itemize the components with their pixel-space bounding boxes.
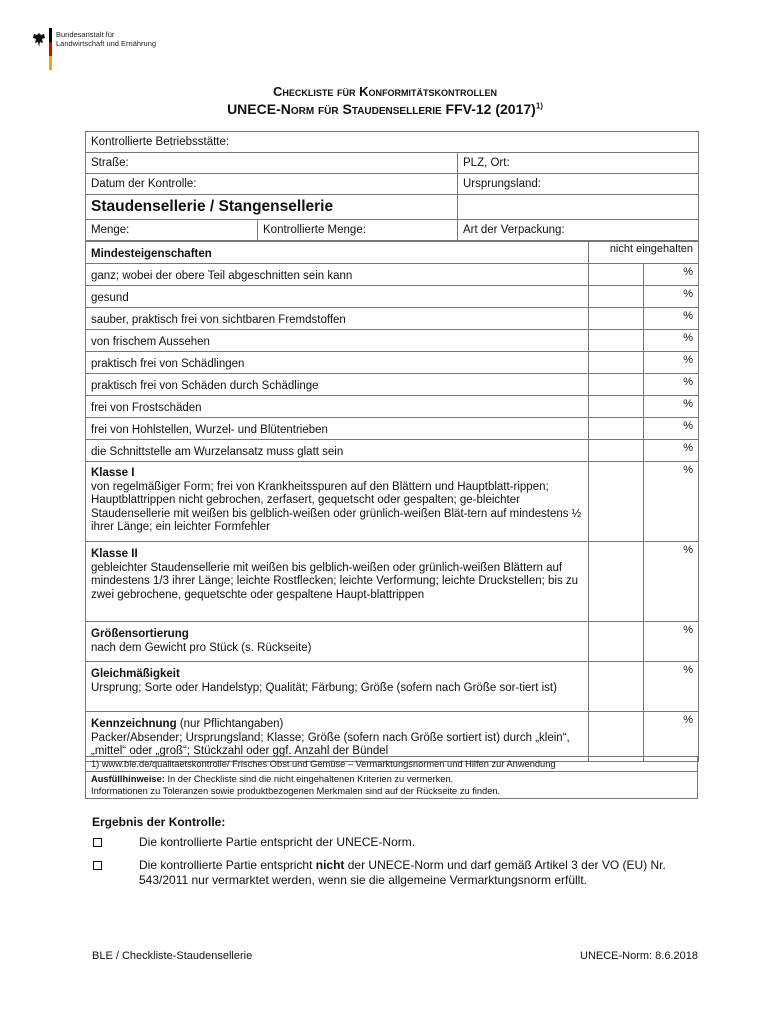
footnote-link[interactable]: 1) www.ble.de/qualitaetskontrolle/ Frisches Obst und Gemüse – Vermarktungsnormen und Hilfen zur Anwendung [86,757,698,772]
footer-left: BLE / Checkliste-Staudensellerie [92,950,253,962]
klasse-1-text: von regelmäßiger Form; frei von Krankheitsspuren auf den Blättern und Hauptblatt-rippen; Hauptblattrippen nicht gebrochen, zerfasert, gequetscht oder gespalten; ge-bleichter Staudensellerie mit weißen bis gelblich-weißen oder grünlich-weißen Blät-tern auf mindestens ½ ihrer Länge; ein leichter Formfehler [91,480,582,533]
check-cell[interactable] [589,622,644,662]
hint-text-2: Informationen zu Toleranzen sowie produktbezogenen Merkmalen sind auf der Rückseite zu finden. [91,786,501,796]
percent-cell[interactable]: % [644,662,699,712]
check-cell[interactable] [589,374,644,396]
klasse-1-block [86,462,589,542]
criterion-sauber: sauber, praktisch frei von sichtbaren Fremdstoffen [86,308,589,330]
option-nonconform-text-a: Die kontrollierte Partie entspricht [139,858,316,872]
gleichmaessigkeit-title: Gleichmäßigkeit [91,668,180,680]
field-betriebsstaette[interactable]: Kontrollierte Betriebsstätte: [86,132,699,153]
mindesteigenschaften-heading: Mindesteigenschaften [86,242,589,264]
field-art-verpackung[interactable]: Art der Verpackung: [458,220,699,241]
option-conform[interactable] [92,835,702,850]
option-nonconform-nicht: nicht [315,858,345,872]
kennzeichnung-text: Packer/Absender; Ursprungsland; Klasse; Größe (sofern nach Größe sortiert ist) durch „klein“, „mittel“ oder „groß“; Stückzahl oder ggf. Anzahl der Bündel [91,731,570,757]
criterion-frost: frei von Frostschäden [86,396,589,418]
percent-cell[interactable]: % [644,374,699,396]
klasse-2-text: gebleichter Staudensellerie mit weißen bis gelblich-weißen oder grünlich-weißen Blättern auf mindestens 1/3 ihrer Länge; leichte Rostflecken; leichte Verformung; leichte Druckstellen; bis zu zwei gebrochene, gequetschte oder gespaltene Haupt-blattrippen [91,561,579,601]
kennzeichnung-title: Kennzeichnung [91,718,177,730]
hint-text: In der Checkliste sind die nicht eingehaltenen Kriterien zu vermerken. [164,774,454,784]
criterion-schnittstelle: die Schnittstelle am Wurzelansatz muss glatt sein [86,440,589,462]
percent-cell[interactable]: % [644,264,699,286]
percent-cell[interactable]: % [644,712,699,762]
percent-cell[interactable]: % [644,330,699,352]
check-cell[interactable] [589,418,644,440]
product-name: Staudensellerie / Stangensellerie [86,195,458,220]
title-line-2: UNECE-Norm für Staudensellerie FFV-12 $(2017)^{1)}$ [227,101,543,117]
title-text-2: UNECE-Norm für Staudensellerie FFV-12 (2017) [227,101,536,117]
percent-cell[interactable]: % [644,418,699,440]
criterion-frisch: von frischem Aussehen [86,330,589,352]
check-cell[interactable] [589,396,644,418]
notes-table [85,756,698,799]
percent-cell[interactable]: % [644,308,699,330]
criteria-table [85,241,699,762]
check-cell[interactable] [589,662,644,712]
header-form [85,131,699,241]
field-plz-ort[interactable]: PLZ, Ort: [458,153,699,174]
checkbox-icon[interactable] [93,861,102,870]
percent-cell[interactable]: % [644,396,699,418]
klasse-2-title: Klasse II [91,548,138,560]
fill-hints [86,772,698,799]
title-text-1: Checkliste für Konformitätskontrollen [273,84,497,99]
groessensortierung-text: nach dem Gewicht pro Stück (s. Rückseite) [91,641,312,654]
klasse-1-title: Klasse I [91,467,135,479]
criterion-gesund: gesund [86,286,589,308]
title-line-1 [0,84,770,99]
check-cell[interactable] [589,308,644,330]
field-kontrollierte-menge[interactable]: Kontrollierte Menge: [258,220,458,241]
gleichmaessigkeit-text: Ursprung; Sorte oder Handelstyp; Qualität; Färbung; Größe (sofern nach Größe sor-tiert ist) [91,681,557,694]
percent-cell[interactable]: % [644,286,699,308]
check-cell[interactable] [589,440,644,462]
checkbox-icon[interactable] [93,838,102,847]
check-cell[interactable] [589,264,644,286]
check-cell[interactable] [589,462,644,542]
kennzeichnung-sub: (nur Pflichtangaben) [176,718,284,730]
field-strasse[interactable]: Straße: [86,153,458,174]
option-nonconform[interactable] [92,858,702,888]
check-cell[interactable] [589,712,644,762]
percent-cell[interactable]: % [644,352,699,374]
criterion-schaedlinge: praktisch frei von Schädlingen [86,352,589,374]
percent-cell[interactable]: % [644,542,699,622]
field-ursprungsland[interactable]: Ursprungsland: [458,174,699,195]
klasse-2-block [86,542,589,622]
hint-label: Ausfüllhinweise: [91,774,165,784]
criterion-hohlstellen: frei von Hohlstellen, Wurzel- und Blütentrieben [86,418,589,440]
logo-text: Bundesanstalt für Landwirtschaft und Ernährung [56,30,157,48]
groessensortierung-title: Größensortierung [91,628,189,640]
ergebnis-section [92,815,702,896]
percent-cell[interactable]: % [644,462,699,542]
gleichmaessigkeit-block [86,662,589,712]
groessensortierung-block [86,622,589,662]
check-cell[interactable] [589,542,644,622]
percent-cell[interactable]: % [644,622,699,662]
ergebnis-heading: Ergebnis der Kontrolle: [92,815,226,829]
option-nonconform-text-c: der UNECE-Norm und darf gemäß Artikel 3 der VO (EU) Nr. 543/2011 nur vermarktet werden, wenn sie die allgemeine Vermarktungsnorm erfüllt. [139,858,666,887]
field-datum[interactable]: Datum der Kontrolle: [86,174,458,195]
field-empty [458,195,699,220]
check-cell[interactable] [589,286,644,308]
percent-cell[interactable]: % [644,440,699,462]
footer-right: UNECE-Norm: 8.6.2018 [580,950,698,962]
criterion-ganz: ganz; wobei der obere Teil abgeschnitten sein kann [86,264,589,286]
kennzeichnung-block [86,712,589,762]
ble-logo [32,28,172,70]
option-conform-text: Die kontrollierte Partie entspricht der UNECE-Norm. [139,835,416,849]
criterion-schaeden-schaedlinge: praktisch frei von Schäden durch Schädlinge [86,374,589,396]
nicht-eingehalten-header: nicht eingehalten [589,242,699,264]
flag-bar [49,28,52,70]
federal-eagle-icon [32,32,46,48]
field-menge[interactable]: Menge: [86,220,258,241]
check-cell[interactable] [589,330,644,352]
check-cell[interactable] [589,352,644,374]
